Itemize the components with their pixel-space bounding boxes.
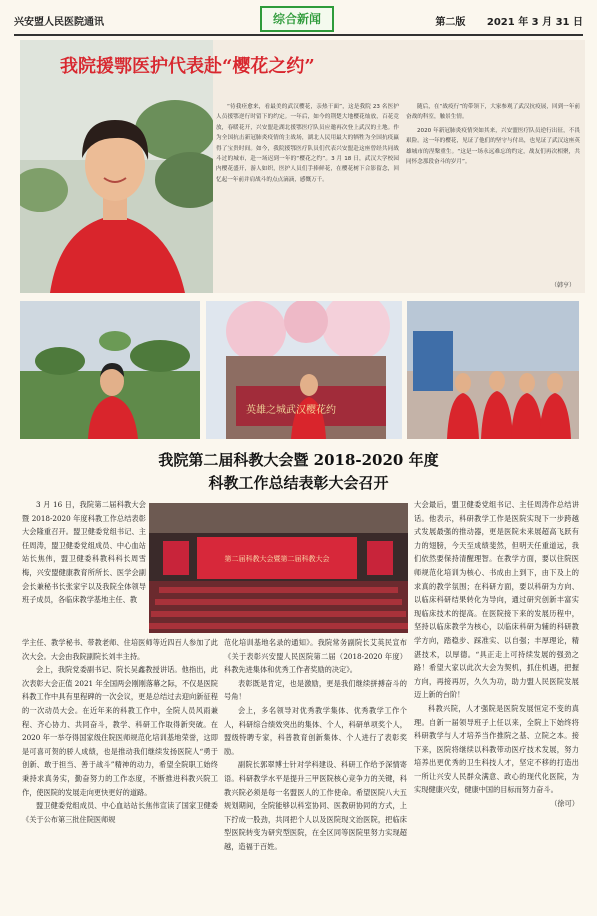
- article-headline-line1: 我院第二届科教大会暨 2018-2020 年度: [158, 451, 439, 469]
- article-column-3: [414, 498, 579, 811]
- article-column-1-bottom: [22, 636, 218, 826]
- feature-paragraph: 随后，在“战疫行”的带领下，大家参观了武汉抗疫展，回到一年前奋战的科室，触景生情。: [406, 104, 580, 121]
- article-column-1-top: [22, 498, 146, 607]
- article-paragraph: 科教兴院，人才强院是医院发展恒定不变的真理。自新一届领导班子上任以来，全院上下始终将科研教学与人才培养当作推院之基、立院之本。接下来，医院将继续以科教带动医疗技术发展，努力培养出更优秀的卫生科技人才，坚定不移的打造出一所让兴安人民群众满意、政心的现代化医院，为实现健康兴安，健康中国的目标而努力奋斗。: [414, 703, 579, 795]
- publication-name: 兴安盟人民医院通讯: [14, 17, 104, 28]
- page-header: [14, 6, 583, 32]
- article-paragraph: 会上，我院党委副书记、院长吴鑫教授讲话。他指出，此次表彰大会正值 2021 年全国两会刚刚落幕之际，不仅是医院科教工作中具有里程碑的一次会议，更是总结过去迎向新征程的一次动员大会。在近年来的科教工作中，全院人员风雨兼程、齐心协力、共同奋斗，教学、科研工作取得新突破。在 2020 年一举夺得国家级住院医师规范化培训基地荣誉，这即是可喜可贺的骄人成绩，也是推动我们继续发扬医院人“勇于创新、敢于担当、善于战斗”精神的动力，希望全院职工始终秉持求真务实，勤奋努力的工作态度，不断推进科教兴院工作，使医院的发展走向更快更好的道路。: [22, 665, 218, 797]
- article-paragraph: 表彰既是肯定，也是激励，更是我们继续拼搏奋斗的号角！: [224, 678, 407, 702]
- photo-sakura-sign: [206, 301, 402, 439]
- issue-date: 2021 年 3 月 31 日: [486, 17, 583, 28]
- article-paragraph: 范化培训基地名录的通知》。我院常务副院长艾英民宣布《关于表彰兴安盟人民医院第二届（2018-2020 年度）科教先进集体和优秀工作者奖励的决定》。: [224, 638, 407, 675]
- feature-paragraph: 2020 年新冠肺炎疫情突如其来，兴安盟医疗队员逆行出征，不畏艰险。这一年的樱花，见证了他们的坚守与付出，也见证了武汉这座英雄城市的涅槃重生。“这是一场永远难忘的约定，战友们再次相聚，共同怀念那段奋斗的岁月”。: [406, 127, 580, 166]
- photo-group-outdoor: [407, 301, 579, 439]
- article-paragraph: 副院长郭翠博士针对学科建设、科研工作给予深情寄语。科研教学水平是提升三甲医院核心竞争力的关键，科教兴院必须是每一名盟医人的工作使命。希望医院八大五规划期间，全院能够以科室协同、医教研协同的方式，上下拧成一股劲，共同把个人以及医院现文治医院，把临床型医院转变为研究型医院，在全区同等医院里努力实现超越，造福于百姓。: [224, 760, 407, 851]
- feature-column-2: [406, 102, 580, 170]
- article-paragraph: 学主任、教学秘书、带教老师、住培医师等近四百人参加了此次大会。大会由我院副院长刘丰主持。: [22, 638, 218, 661]
- edition-info: [417, 13, 583, 28]
- article-author: （徐可）: [550, 799, 579, 809]
- banner-text: 第二届科教大会暨第二届科教大会: [224, 555, 330, 563]
- edition-label: 第二版: [435, 17, 466, 28]
- article-column-2: [224, 636, 407, 854]
- article-paragraph: 会上，多名领导对优秀教学集体、优秀教学工作个人，科研综合绩效突出的集体、个人，科研单项奖个人，盟级特聘专家，科普教育创新集体、个人进行了表彰奖励。: [224, 705, 407, 756]
- photo-conference-hall: [149, 503, 408, 633]
- section-badge: 综合新闻: [260, 6, 334, 32]
- article-paragraph: 3 月 16 日，我院第二届科教大会暨 2018-2020 年度科教工作总结表彰大会隆重召开。盟卫健委党组书记、主任周涛，盟卫健委党组成员、中心血站站长焦伟，盟卫健委科教科科长周雪梅，兴安盟健康教育所所长、医学会副会长兼秘书长张家宇以及我院全体领导班子成员，各临床教学基地主任、教: [22, 500, 146, 605]
- photo-man-in-garden: [20, 301, 200, 439]
- sign-text: 英雄之城武汉樱花约: [246, 405, 336, 416]
- article-paragraph: 大会最后，盟卫健委党组书记、主任周涛作总结讲话。他表示，科研教学工作是医院实现下一步跨越式发展最强的推动器，更是医院未来展超高飞跃有力的翅膀，今天至成绩斐然，但明天任重道远，我们依然要保持清醒理智。在教学方面，要以住院医师规范化培训为核心、书成由上到下，由下及上的求真的教学氛围；在科研方面，要以科研为方向、以临床科研结果转化为导向，通过研究创新丰富实现临床技术的提高。在医院接下来的发展历程中，坚持以临床教学为核心，以临床科研为辅的科研教学方向，踏稳步、踩准实、以自强；丰厚理论，精湛技术，以厚德。“具正走上可持续发展的强劲之路！希望大家以此次大会为契机，抓住机遇，把握方向，再接再厉，久久为功，助力盟人民医院发展迈上新的台阶！: [414, 500, 579, 700]
- feature-author: （韩亨）: [550, 282, 575, 289]
- feature-title: 我院援鄂医护代表赴“樱花之约”: [60, 56, 315, 77]
- article-headline-line2: 科教工作总结表彰大会召开: [208, 474, 389, 492]
- feature-column-1: “待我痊愈来，看最美的武汉樱花，亲热干面”，这是我院 23 名医护人员援鄂逆行时留下的约定。一年后，如今的荆楚大地樱花灿放，百花竞放，春暖花开，兴安盟赴湖北援鄂医疗队员应邀再次登上武汉的土地。作为全国抗击新冠肺炎疫情的主战场，湖北人民用最大的牺牲为全国抗疫赢得了宝贵时间。如今，我院援鄂医疗队员们代表兴安盟赴这座曾经共同战斗过的城市，赴一场迟到一年的“樱花之约”。3 月 18 日，武汉大学校园内樱花盛开，游人如织，医护人员们手捧鲜花，在樱花树下合影留念，回忆起一年前并肩战斗的点点滴滴，感慨万千。: [216, 104, 399, 183]
- feature-block: [20, 40, 585, 293]
- header-rule: [14, 34, 583, 36]
- article-paragraph: 盟卫健委党组成员、中心血站站长焦伟宣读了国家卫健委《关于公布第三批住院医师规: [22, 801, 218, 824]
